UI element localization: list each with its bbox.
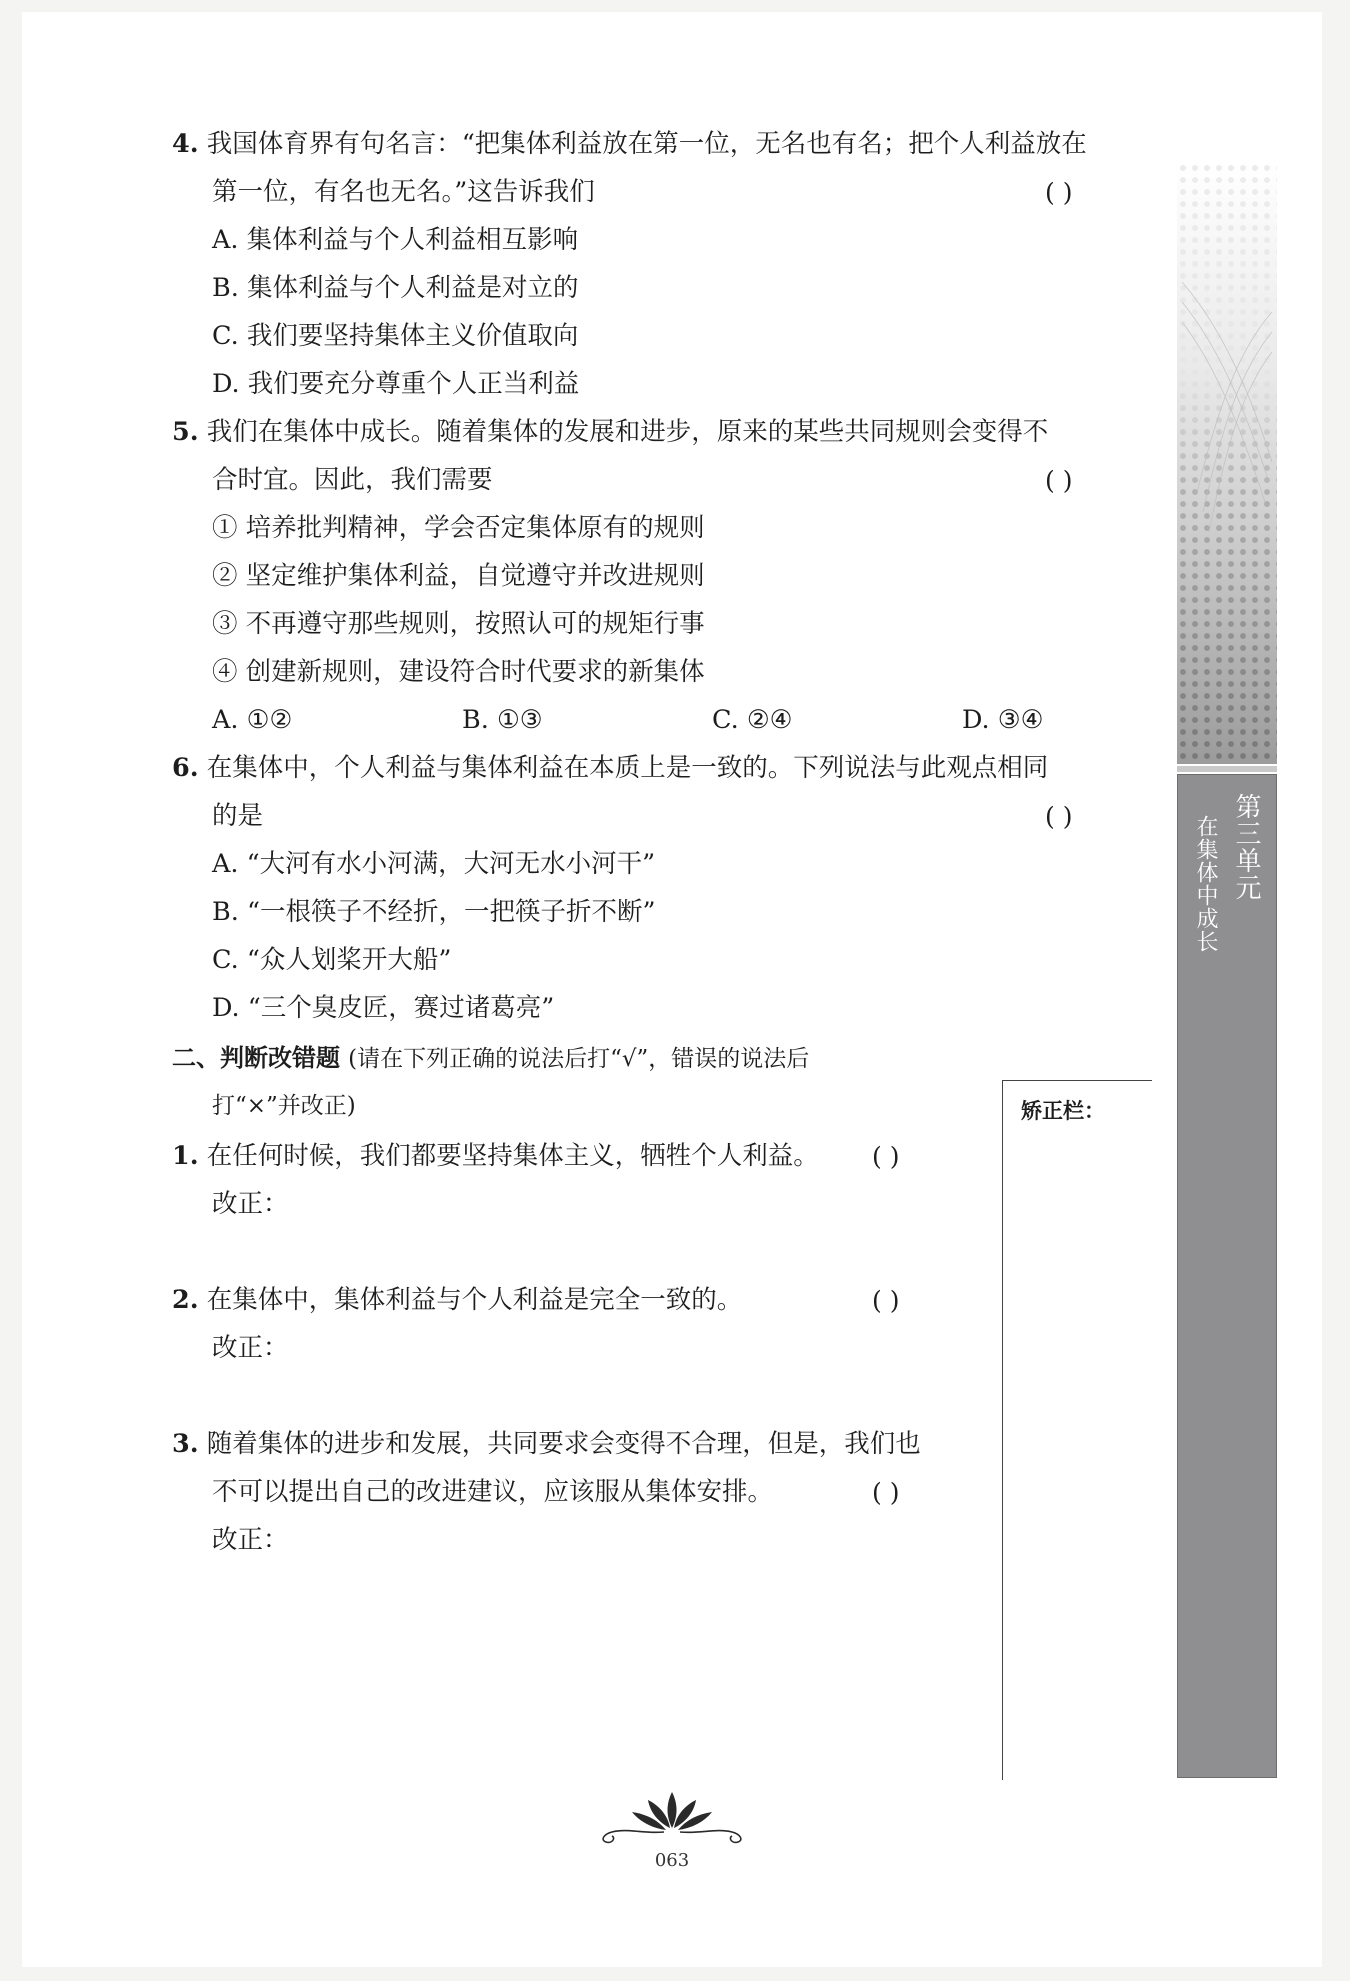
worksheet-page: [22, 12, 1322, 1967]
unit-title: 第三单元: [1231, 793, 1261, 901]
section2-heading: 二、判断改错题: [172, 1044, 340, 1072]
q6-line1: [172, 750, 1048, 786]
q5-number: 5.: [172, 417, 199, 447]
q6-option-d: D. “三个臭皮匠，赛过诸葛亮”: [212, 993, 555, 1023]
q6-line2: 的是: [212, 801, 264, 831]
judge1-text: 在任何时候，我们都要坚持集体主义，牺牲个人利益。: [206, 1141, 819, 1171]
q5-statement-2: ② 坚定维护集体利益，自觉遵守并改进规则: [212, 561, 705, 591]
judge1-line1: [172, 1138, 819, 1174]
judge3-answer-paren[interactable]: ( ): [872, 1478, 900, 1507]
unit-subtitle: 在集体中成长: [1193, 815, 1218, 953]
judge2-fix-label: 改正：: [212, 1333, 289, 1363]
q5-option-b: B. ①③: [462, 705, 543, 735]
judge3-number: 3.: [172, 1429, 199, 1459]
judge2-number: 2.: [172, 1285, 199, 1315]
leaf-ornament-icon: [592, 1788, 752, 1846]
side-band-divider: [1177, 766, 1277, 772]
section2-note-2: 打“×”并改正): [212, 1093, 356, 1119]
judge2-line1: [172, 1282, 742, 1318]
page-number: 063: [654, 1850, 690, 1871]
judge3-line1: [172, 1426, 921, 1462]
judge3-fix-label: 改正：: [212, 1525, 289, 1555]
q5-line1: [172, 414, 1048, 450]
correction-column[interactable]: [1002, 1080, 1152, 1780]
q4-line1: [172, 126, 1087, 162]
unit-tab: [1177, 774, 1277, 1778]
judge3-text-1: 随着集体的进步和发展，共同要求会变得不合理，但是，我们也: [206, 1429, 921, 1459]
judge3-line2: 不可以提出自己的改进建议，应该服从集体安排。: [212, 1477, 774, 1507]
side-band-decoration: [1177, 162, 1277, 764]
q4-option-d: D. 我们要充分尊重个人正当利益: [212, 369, 580, 399]
swirl-decoration: [1177, 162, 1277, 764]
q5-option-a: A. ①②: [212, 705, 293, 735]
judge2-answer-paren[interactable]: ( ): [872, 1286, 900, 1315]
q6-option-b: B. “一根筷子不经折，一把筷子折不断”: [212, 897, 656, 927]
section2-note-1: (请在下列正确的说法后打“√”，错误的说法后: [348, 1046, 810, 1072]
q4-line2: 第一位，有名也无名。”这告诉我们: [212, 177, 595, 207]
q4-option-c: C. 我们要坚持集体主义价值取向: [212, 321, 579, 351]
q6-option-c: C. “众人划桨开大船”: [212, 945, 452, 975]
q5-line2: 合时宜。因此，我们需要: [212, 465, 493, 495]
correction-label: 矫正栏：: [1021, 1099, 1105, 1123]
q6-number: 6.: [172, 753, 199, 783]
q6-answer-paren[interactable]: ( ): [1045, 802, 1073, 831]
q4-option-b: B. 集体利益与个人利益是对立的: [212, 273, 579, 303]
section2-heading-line: [172, 1040, 809, 1077]
q5-option-c: C. ②④: [712, 705, 793, 735]
judge2-text: 在集体中，集体利益与个人利益是完全一致的。: [206, 1285, 743, 1315]
q5-statement-4: ④ 创建新规则，建设符合时代要求的新集体: [212, 657, 705, 687]
judge1-fix-label: 改正：: [212, 1189, 289, 1219]
judge1-answer-paren[interactable]: ( ): [872, 1142, 900, 1171]
q5-statement-3: ③ 不再遵守那些规则，按照认可的规矩行事: [212, 609, 705, 639]
q5-option-d: D. ③④: [962, 705, 1044, 735]
q5-statement-1: ① 培养批判精神，学会否定集体原有的规则: [212, 513, 705, 543]
q4-answer-paren[interactable]: ( ): [1045, 178, 1073, 207]
q4-number: 4.: [172, 129, 199, 159]
q4-option-a: A. 集体利益与个人利益相互影响: [212, 225, 579, 255]
q5-text-1: 我们在集体中成长。随着集体的发展和进步，原来的某些共同规则会变得不: [206, 417, 1049, 447]
q6-option-a: A. “大河有水小河满，大河无水小河干”: [212, 849, 656, 879]
q5-answer-paren[interactable]: ( ): [1045, 466, 1073, 495]
q4-text-1: 我国体育界有句名言：“把集体利益放在第一位，无名也有名；把个人利益放在: [206, 129, 1087, 159]
q6-text-1: 在集体中，个人利益与集体利益在本质上是一致的。下列说法与此观点相同: [206, 753, 1049, 783]
judge1-number: 1.: [172, 1141, 199, 1171]
